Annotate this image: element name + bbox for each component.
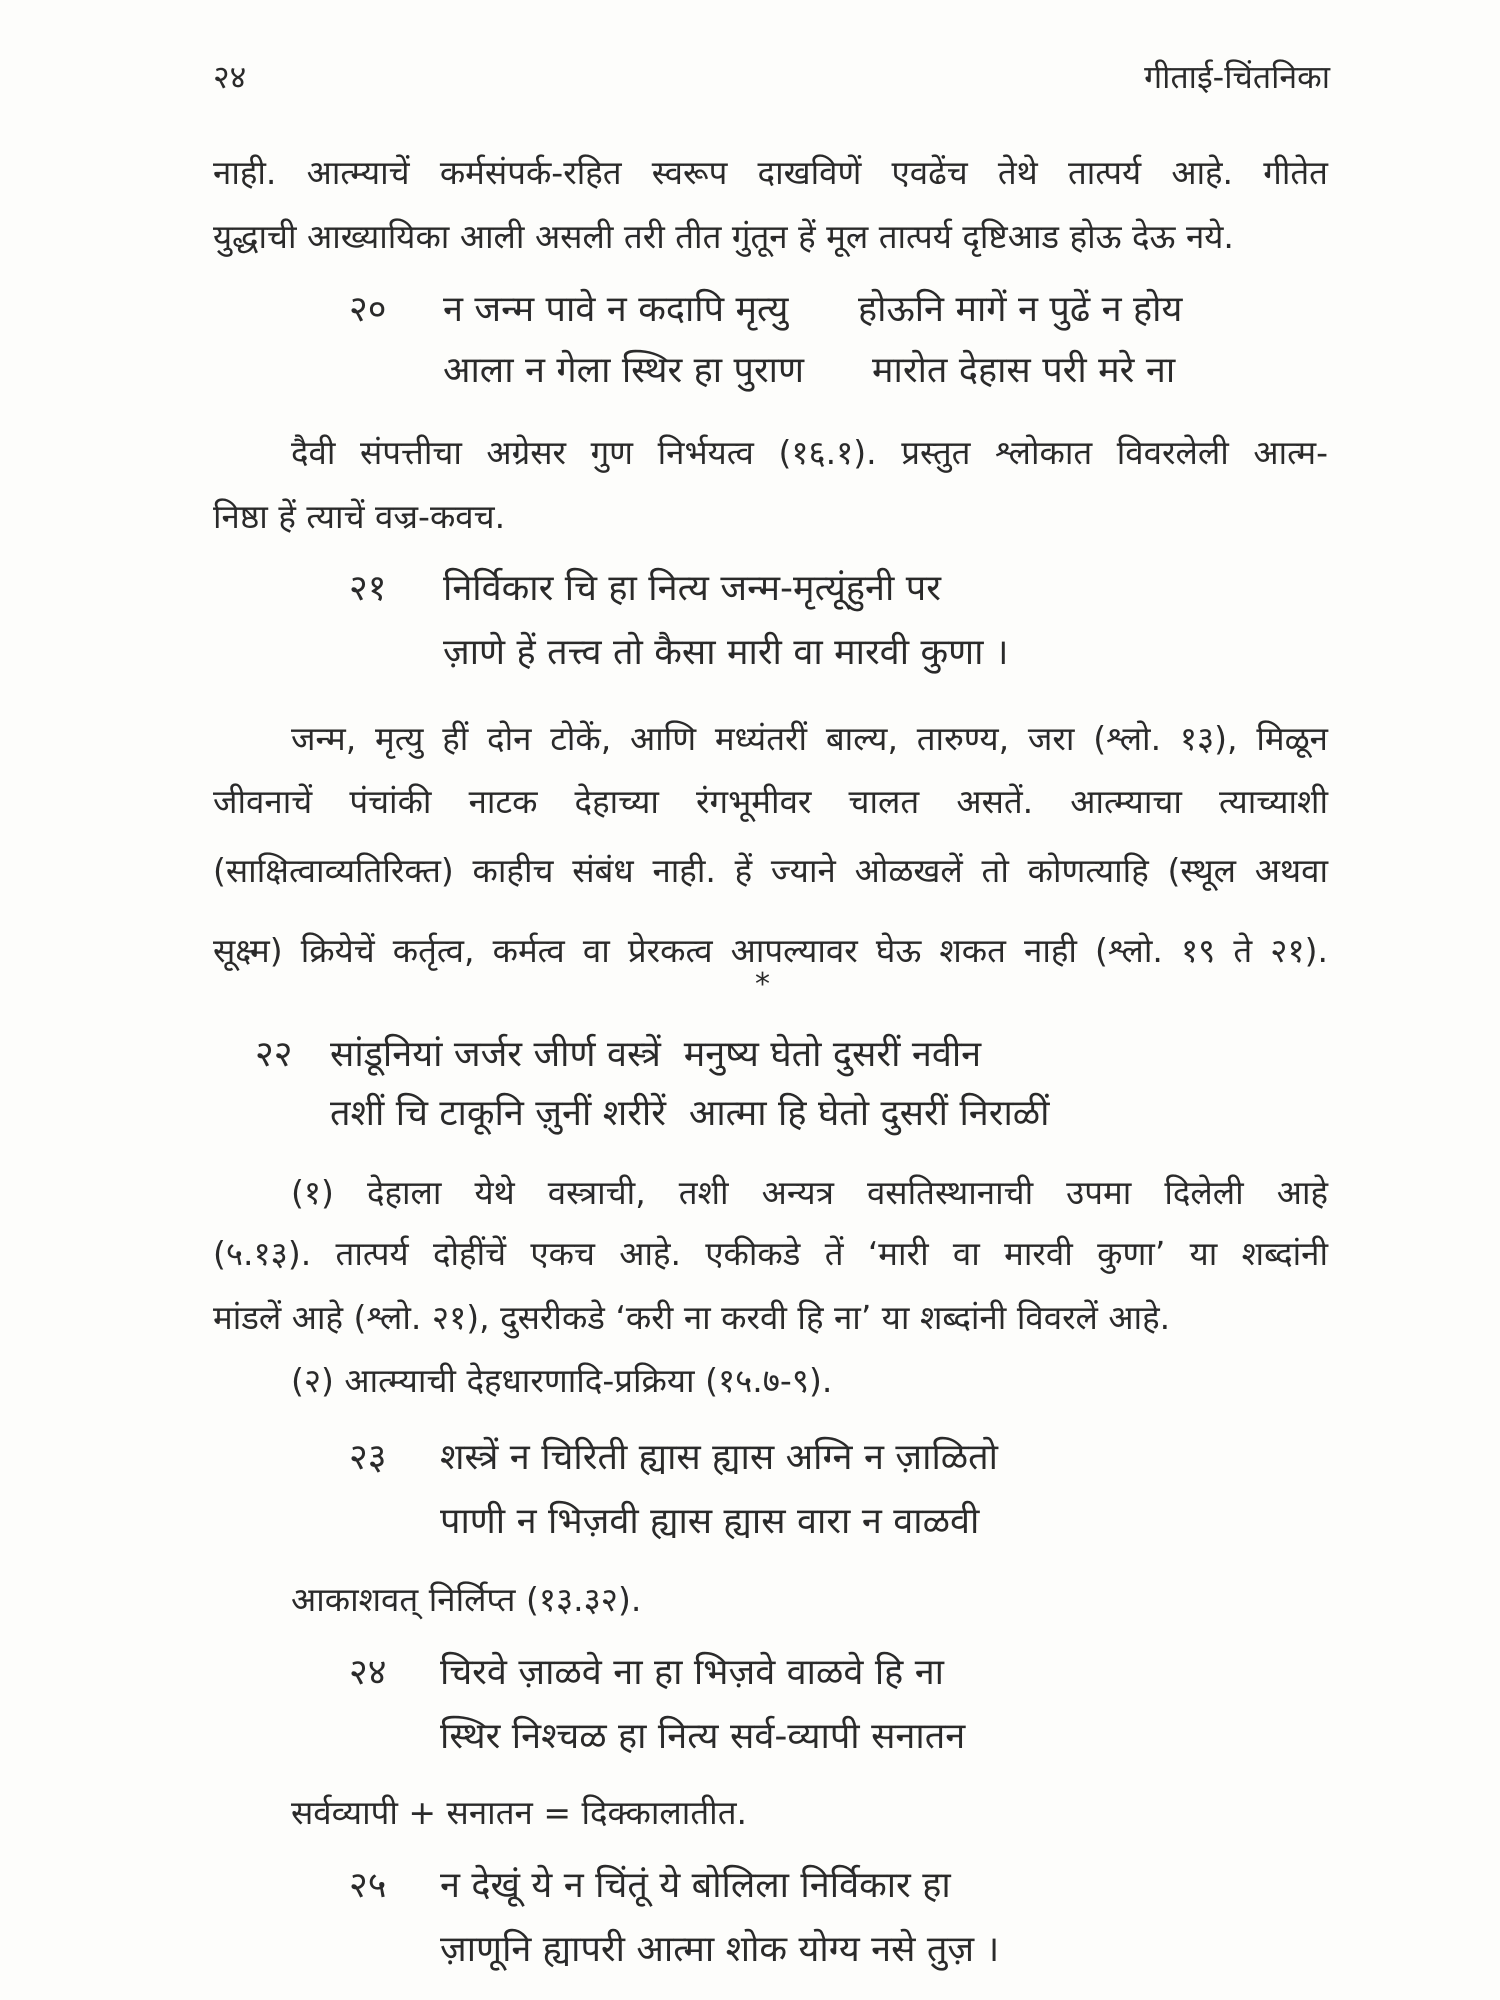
- verse-line: न देखूं ये न चिंतूं ये बोलिला निर्विकार हा: [440, 1865, 951, 1906]
- verse-number: २२: [255, 1034, 293, 1075]
- paragraph-line: मांडलें आहे (श्लो. २१), दुसरीकडे ‘करी ना करवी हि ना’ या शब्दांनी विवरलें आहे.: [213, 1298, 1171, 1337]
- verse-line: तशीं चि टाकूनि ज़ुनीं शरीरें आत्मा हि घेतो दुसरीं निराळीं: [330, 1093, 1050, 1134]
- verse-number: २४: [349, 1652, 387, 1693]
- section-separator: *: [755, 967, 770, 1002]
- verse-number: २५: [349, 1865, 387, 1906]
- paragraph-line: (साक्षित्वाव्यतिरिक्त) काहीच संबंध नाही. हें ज्याने ओळखलें तो कोणत्याहि (स्थूल अथवा: [213, 851, 1328, 890]
- paragraph-line: निष्ठा हें त्याचें वज्र-कवच.: [213, 497, 506, 536]
- paragraph-line: सर्वव्यापी + सनातन = दिक्कालातीत.: [291, 1793, 747, 1832]
- paragraph-line: (१) देहाला येथे वस्त्राची, तशी अन्यत्र वसतिस्थानाची उपमा दिलेली आहे: [291, 1173, 1328, 1212]
- paragraph-line: (२) आत्म्याची देहधारणादि-प्रक्रिया (१५.७-९).: [291, 1361, 833, 1400]
- paragraph-line: सूक्ष्म) क्रियेचें कर्तृत्व, कर्मत्व वा प्रेरकत्व आपल्यावर घेऊ शकत नाही (श्लो. १९ ते २१).: [213, 931, 1328, 970]
- verse-number: २३: [349, 1437, 387, 1478]
- paragraph-line: जन्म, मृत्यु हीं दोन टोकें, आणि मध्यंतरीं बाल्य, तारुण्य, जरा (श्लो. १३), मिळून: [291, 719, 1328, 758]
- verse-line: सांडूनियां जर्जर जीर्ण वस्त्रें मनुष्य घेतो दुसरीं नवीन: [330, 1034, 982, 1075]
- verse-number: २०: [349, 289, 387, 330]
- paragraph-line: (५.१३). तात्पर्य दोहींचें एकच आहे. एकीकडे तें ‘मारी वा मारवी कुणा’ या शब्दांनी: [213, 1234, 1328, 1273]
- verse-line: शस्त्रें न चिरिती ह्यास ह्यास अग्नि न ज़ाळितो: [440, 1437, 998, 1478]
- paragraph-line: नाही. आत्म्याचें कर्मसंपर्क-रहित स्वरूप दाखविणें एवढेंच तेथे तात्पर्य आहे. गीतेत: [213, 153, 1328, 192]
- paragraph-line: जीवनाचें पंचांकी नाटक देहाच्या रंगभूमीवर चालत असतें. आत्म्याचा त्याच्याशी: [213, 782, 1328, 821]
- paragraph-line: युद्धाची आख्यायिका आली असली तरी तीत गुंतून हें मूल तात्पर्य दृष्टिआड होऊ देऊ नये.: [213, 217, 1234, 256]
- verse-line: न जन्म पावे न कदापि मृत्यु: [443, 289, 789, 330]
- paragraph-line: आकाशवत् निर्लिप्त (१३.३२).: [291, 1580, 642, 1619]
- verse-line: चिरवे ज़ाळवे ना हा भिज़वे वाळवे हि ना: [440, 1652, 945, 1693]
- verse-line: ज़ाणूनि ह्यापरी आत्मा शोक योग्य नसे तुज़ ।: [440, 1929, 1000, 1970]
- running-title: गीताई-चिंतनिका: [1144, 58, 1330, 96]
- paragraph-line: दैवी संपत्तीचा अग्रेसर गुण निर्भयत्व (१६.१). प्रस्तुत श्लोकात विवरलेली आत्म-: [291, 433, 1328, 472]
- verse-number: २१: [349, 568, 387, 609]
- verse-line: स्थिर निश्चळ हा नित्य सर्व-व्यापी सनातन: [440, 1716, 966, 1757]
- verse-line: मारोत देहास परी मरे ना: [872, 350, 1176, 391]
- verse-line: पाणी न भिज़वी ह्यास ह्यास वारा न वाळवी: [440, 1501, 980, 1542]
- verse-line: ज़ाणे हें तत्त्व तो कैसा मारी वा मारवी कुणा ।: [443, 632, 1009, 673]
- page-number: २४: [213, 58, 247, 96]
- verse-line: होऊनि मागें न पुढें न होय: [858, 289, 1183, 330]
- verse-line: आला न गेला स्थिर हा पुराण: [443, 350, 805, 391]
- verse-line: निर्विकार चि हा नित्य जन्म-मृत्यूंहुनी पर: [443, 568, 941, 609]
